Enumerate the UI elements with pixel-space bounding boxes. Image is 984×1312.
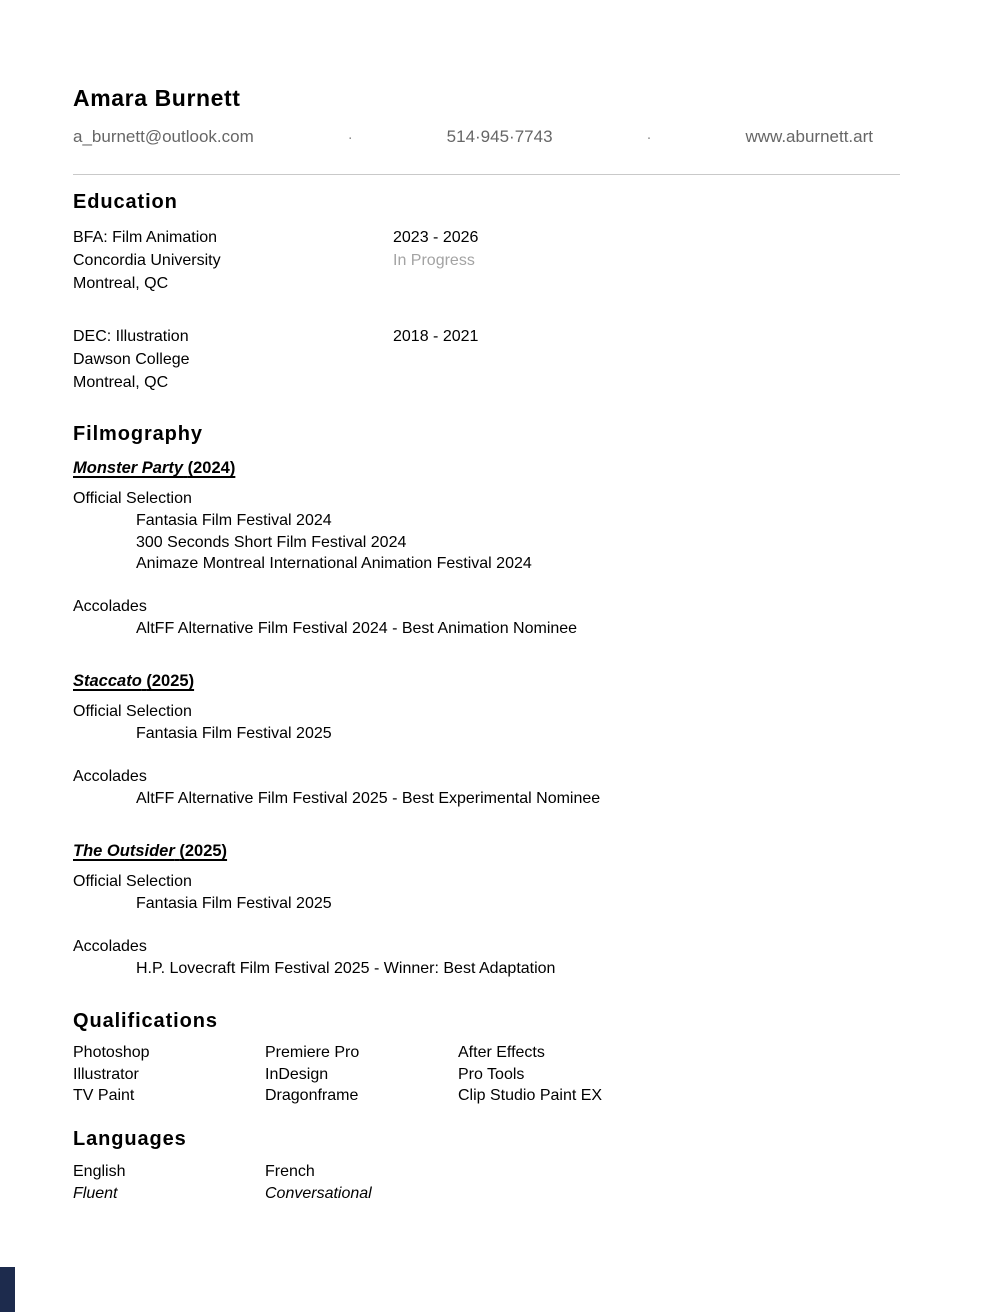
qualification-item: Dragonframe [265, 1087, 359, 1104]
qualification-item: InDesign [265, 1065, 329, 1083]
film-title-year: (2024) [187, 459, 236, 477]
header-divider [73, 174, 900, 175]
film-entry [73, 840, 900, 979]
accolade-item: H.P. Lovecraft Film Festival 2025 - Winner: Best Adaptation [136, 959, 556, 977]
language-name: French [265, 1162, 315, 1180]
film-title-year: (2025) [146, 672, 195, 690]
resume-name: Amara Burnett [73, 85, 241, 111]
education-status: In Progress [393, 252, 475, 269]
contact-separator-dot: · [347, 129, 353, 146]
official-selection-label: Official Selection [73, 490, 192, 507]
section-heading-languages: Languages [73, 1127, 187, 1150]
film-title [73, 457, 900, 479]
language-entry [73, 1161, 265, 1205]
education-section [73, 191, 900, 394]
contact-separator-dot: · [646, 129, 652, 146]
accolades-label: Accolades [73, 597, 147, 615]
qualifications-grid [73, 1042, 900, 1107]
film-entry [73, 457, 900, 639]
official-selection-list [73, 893, 900, 915]
contact-phone: 514·945·7743 [446, 127, 553, 146]
accolades-label: Accolades [73, 767, 147, 785]
qualification-item: Premiere Pro [265, 1044, 360, 1061]
qualifications-section [73, 1010, 900, 1107]
official-selection-label: Official Selection [73, 873, 192, 890]
qualification-item: Photoshop [73, 1044, 150, 1061]
education-school: Concordia University [73, 252, 221, 269]
education-degree: BFA: Film Animation [73, 229, 218, 246]
film-title-name: Staccato [73, 672, 142, 690]
accolades-list [73, 958, 900, 980]
contact-row [73, 127, 873, 148]
education-entry-right [393, 226, 900, 295]
official-selection-list [73, 510, 900, 575]
accolades-label: Accolades [73, 937, 147, 955]
qualification-item: Illustrator [73, 1065, 139, 1083]
education-entry [73, 325, 900, 394]
film-title [73, 670, 900, 692]
film-title [73, 840, 900, 862]
accolade-item: AltFF Alternative Film Festival 2025 - Best Experimental Nominee [136, 789, 601, 807]
qualification-item: TV Paint [73, 1087, 135, 1104]
official-selection-label: Official Selection [73, 703, 192, 720]
contact-website: www.aburnett.art [745, 127, 873, 146]
languages-grid [73, 1161, 900, 1205]
accolade-item: AltFF Alternative Film Festival 2024 - Best Animation Nominee [136, 619, 578, 637]
accolades-list [73, 788, 900, 810]
official-selection-list [73, 723, 900, 745]
film-title-name: The Outsider [73, 842, 175, 860]
education-location: Montreal, QC [73, 275, 169, 292]
education-degree: DEC: Illustration [73, 328, 189, 345]
education-dates: 2023 - 2026 [393, 229, 479, 246]
filmography-section [73, 423, 900, 979]
section-heading-filmography: Filmography [73, 423, 203, 445]
education-school: Dawson College [73, 351, 190, 368]
education-entry [73, 226, 900, 295]
festival-item: Fantasia Film Festival 2024 [136, 512, 332, 529]
section-heading-qualifications: Qualifications [73, 1010, 218, 1032]
corner-accent-mark [0, 1267, 15, 1312]
education-entry-right [393, 325, 900, 394]
festival-item: Animaze Montreal International Animation Festival 2024 [136, 555, 532, 572]
qualification-item: Pro Tools [458, 1065, 525, 1083]
education-dates: 2018 - 2021 [393, 328, 479, 345]
film-entry [73, 670, 900, 809]
contact-email: a_burnett@outlook.com [73, 127, 254, 146]
education-location: Montreal, QC [73, 374, 169, 391]
resume-header [73, 85, 900, 175]
languages-section [73, 1128, 900, 1205]
section-heading-education: Education [73, 191, 178, 213]
festival-item: 300 Seconds Short Film Festival 2024 [136, 533, 407, 551]
language-entry [265, 1161, 900, 1205]
qualification-item: Clip Studio Paint EX [458, 1087, 603, 1104]
education-entry-left [73, 325, 393, 394]
film-title-name: Monster Party [73, 459, 184, 477]
language-level: Fluent [73, 1184, 118, 1202]
education-entry-left [73, 226, 393, 295]
language-level: Conversational [265, 1184, 372, 1202]
festival-item: Fantasia Film Festival 2025 [136, 895, 332, 912]
film-title-year: (2025) [179, 842, 228, 860]
qualification-item: After Effects [458, 1044, 545, 1061]
accolades-list [73, 618, 900, 640]
festival-item: Fantasia Film Festival 2025 [136, 725, 332, 742]
language-name: English [73, 1162, 126, 1180]
